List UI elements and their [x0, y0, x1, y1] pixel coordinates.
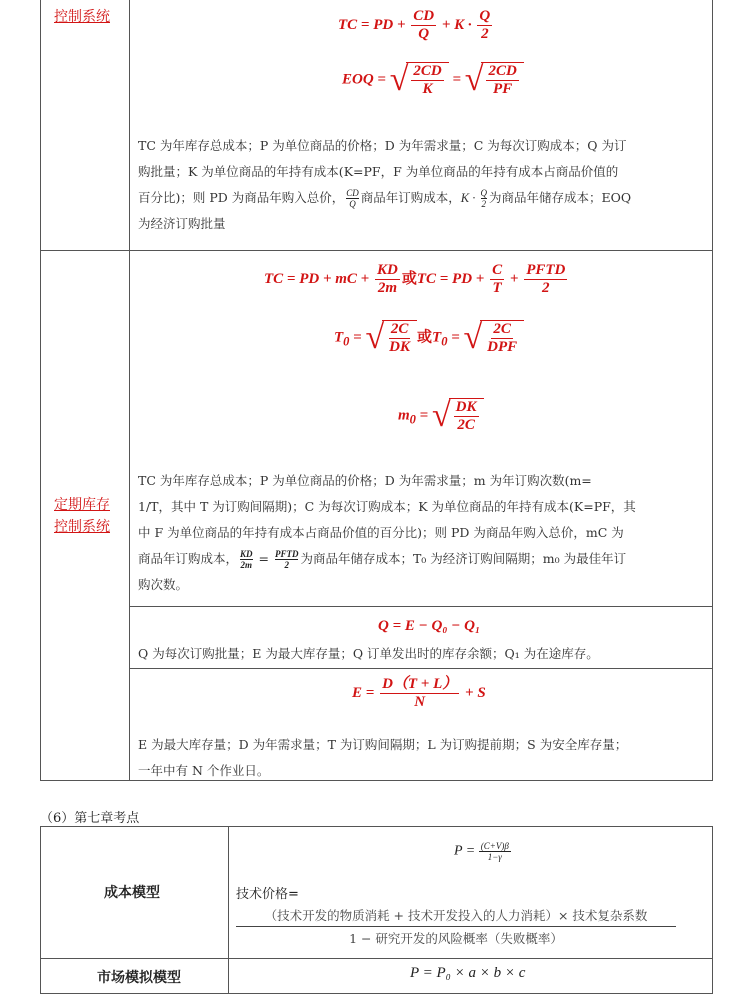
tech-price-title: 技术价格=: [236, 887, 299, 902]
table2-row-divider: [40, 958, 713, 959]
table2-column-divider: [228, 826, 229, 994]
row2-t0-formula: $T_0$ = √ $\frac{2C}{DK}$ 或$T_0$ = √ $\frac{2C}{\text{DPF}}$: [334, 320, 524, 356]
row1-tc-formula: TC = PD + $\frac{CD}{Q}$ + K · $\frac{Q}{2}$: [338, 8, 491, 42]
section6-heading: （6）第七章考点: [40, 811, 140, 826]
table2-left-border: [40, 826, 41, 994]
table1-sub-divider-1: [130, 606, 713, 607]
row1-description: TC 为年库存总成本；P 为单位商品的价格；D 为年需求量；C 为每次订购成本；Q 为订 购批量；K 为单位商品的年持有成本(K=PF，F 为单位商品的年持有成本占商品价值的 百分比)；则 PD 为商品年购入总价， $\frac{CD}{Q}$ 商品年订购成本，K · $\frac{Q}{2}$ 为商品年储存成本；EOQ 为经济订购批量: [138, 138, 632, 231]
row2-tc-formula: TC = PD + mC + $\frac{KD}{2m}$ 或TC = PD + $\frac{C}{T}$ + $\frac{\text{PFTD}}{2}$: [264, 262, 566, 296]
cost-model-formula: P = $\frac{(C+V)\beta}{1-\gamma}$: [454, 841, 509, 862]
sub2-description: E 为最大库存量；D 为年需求量；T 为订购间隔期；L 为订购提前期；S 为安全库存量； 一年中有 N 个作业日。: [138, 737, 628, 778]
table1-left-border: [40, 0, 41, 781]
table1-sub-divider-2: [130, 668, 713, 669]
market-model-label: 市场模拟模型: [97, 970, 181, 986]
row1-label: 控制系统: [54, 9, 110, 25]
sub1-formula: Q = E − Q₀ − Q₁: [378, 618, 481, 634]
row1-eoq-formula: EOQ = √ $\frac{2CD}{K}$ = √ $\frac{2CD}{PF}$: [342, 62, 524, 98]
row2-description: TC 为年库存总成本；P 为单位商品的价格；D 为年需求量；m 为年订购次数(m= 1/T，其中 T 为订购间隔期)；C 为每次订购成本；K 为单位商品的年持有成本(K=PF，其 中 F 为单位商品的年持有成本占商品价值的百分比)；则 PD 为商品年购入总价，mC 为 商品年订购成本， $\frac{KD}{2m}$ = $\frac{\text{PFTD}}{2}$ 为商品年储存成本；T₀ 为经济订购间隔期；m₀ 为最佳年订 购次数。: [138, 473, 636, 592]
row2-m0-formula: $m_0$ = √ $\frac{DK}{2C}$: [398, 398, 484, 434]
tech-price-fraction: （技术开发的物质消耗 + 技术开发投入的人力消耗）× 技术复杂系数 1 − 研究开发的风险概率（失败概率）: [236, 906, 676, 947]
table1-row-divider: [40, 250, 713, 251]
cost-model-label: 成本模型: [104, 885, 160, 901]
table2-right-border: [712, 826, 713, 994]
table2-bottom-border: [40, 993, 713, 994]
table1-column-divider: [129, 0, 130, 781]
table2-top-border: [40, 826, 713, 827]
market-model-formula: P = P₀ × a × b × c: [410, 965, 526, 981]
sub2-formula: E = $\frac{D(T + L)}{N}$ + S: [352, 676, 486, 710]
sub1-description: Q 为每次订购批量；E 为最大库存量；Q 订单发出时的库存余额；Q₁ 为在途库存。: [138, 646, 599, 661]
row2-label: 定期库存 控制系统: [54, 497, 110, 535]
table1-right-border: [712, 0, 713, 781]
